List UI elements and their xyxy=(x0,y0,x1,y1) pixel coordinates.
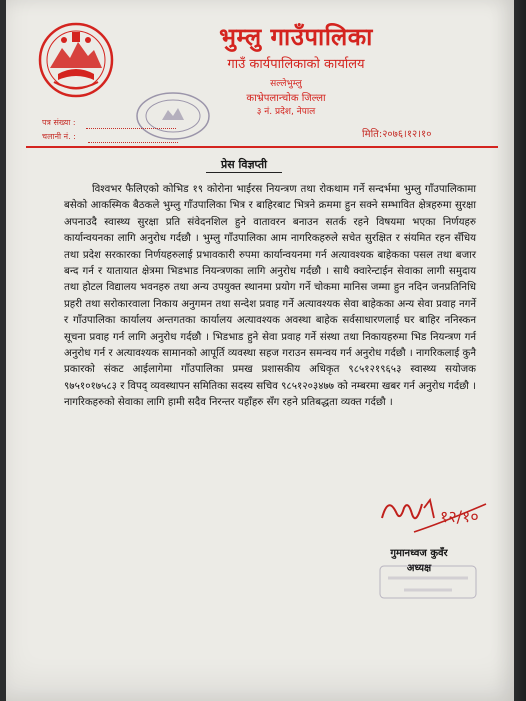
letterhead-divider xyxy=(26,146,498,148)
dispatch-number-label: चलानी नं. : xyxy=(42,132,76,141)
document-heading: प्रेस विज्ञप्ती xyxy=(220,158,268,171)
handwritten-signature-icon xyxy=(374,478,494,548)
office-stamp-icon xyxy=(134,90,212,142)
signer-name: गुमानध्वज कुवँर xyxy=(390,548,448,559)
address-line-1: सल्लेभुम्लु xyxy=(270,79,302,89)
letter-page xyxy=(6,0,514,701)
office-name: भुम्लु गाउँपालिका xyxy=(219,23,373,51)
reference-number-line xyxy=(86,128,176,129)
heading-underline xyxy=(206,172,282,173)
reference-number-label: पत्र संख्या : xyxy=(42,118,76,127)
signature-date: १२/१० xyxy=(440,507,479,526)
dispatch-number-line xyxy=(88,142,178,143)
address-line-3: ३ नं. प्रदेश, नेपाल xyxy=(256,107,316,117)
government-emblem-icon xyxy=(36,20,116,100)
background-edge xyxy=(514,0,526,701)
signer-title: अध्यक्ष xyxy=(406,563,432,574)
signature-stamp-icon xyxy=(378,564,478,600)
letter-date: मिति:२०७६।१२।१० xyxy=(362,129,432,140)
office-subtitle: गाउँ कार्यपालिकाको कार्यालय xyxy=(227,57,365,72)
address-line-2: काभ्रेपलान्चोक जिल्ला xyxy=(246,93,326,104)
press-release-body: विश्वभर फैलिएको कोभिड १९ कोरोना भाईरस नियन्त्रण तथा रोकथाम गर्ने सन्दर्भमा भुम्लु गाँउपालिकामा बसेको आकस्मिक बैठकले भुम्लु गाँउपालिका भित्र र बाहिरबाट भित्रने क्रममा हुन सक्ने सम्भावित क्षेत्रहरुमा सुरक्षा अपनाउदै स्वास्थ्य सुरक्षा प्रति संवेदनशिल हुने वातावरन बनाउन सतर्क रहने विषयमा भएका निर्णयहरु कार्यान्वयनका लागि अनुरोध गर्दछौ । भुम्लु गाँउपालिका आम नागरिकहरुले सचेत सुरक्षित र संयमित रहन सँधिय तथा प्रदेश सरकारका निर्णयहरुलाई प्रभावकारी रुपमा कार्यान्वयनमा गर्न अत्यावश्यक बाहेकका पसल तथा बजार बन्द गर्न र यातायात क्षेत्रमा भिडभाड नियन्त्रणका लागि अनुरोध गर्दछौ । साथै क्वारेन्टाईन सेवाका लागी समुदाय तथा होटल विद्यालय भवनहरु तथा अन्य उपयुक्त स्थानमा प्रयोग गर्ने चोकमा मानिस जम्मा हुन नदिन जनप्रतिनिधि प्रहरी तथा सरोकारवाला निकाय अनुगमन तथा सन्देश प्रवाह गर्ने अत्यावश्यक सेवा बाहेकका अन्य सेवा प्रवाह नगर्ने र गाँउपालिका कार्यालय अन्तगतका कार्यालय अत्यावश्यक अवस्था बाहेक सर्वसाधारणलाई घर बाहिर ननिस्कन सूचना प्रवाह गर्न लागि अनुरोध गर्दछौ । भिडभाड हुने सेवा प्रवाह गर्ने संस्था तथा निकायहरुमा भिड नियन्त्रण गर्न अनुरोध गर्न र अत्यावश्यक सामानको आपूर्ति व्यवस्था सहज गराउन समन्वय गर्न अनुरोध गर्दछौ । नागरिकलाई कुनै प्रकारको संकट आईलागेमा गाँउपालिका प्रमख प्रशासकीय अधिकृत ९८५१२१९६५३ स्वास्थ्य सयोजक ९७५१०१७५८३ र विपद् व्यवस्थापन समितिका सदस्य सचिव ९८५१२०३४७७ को नम्बरमा खबर गर्न अनुरोध गर्दछौ । नागरिकहरुको सेवाका लागि हामी सदैव निरन्तर यहाँहरु सँग रहने प्रतिबद्धता व्यक्त गर्दछौ । xyxy=(64,184,476,409)
